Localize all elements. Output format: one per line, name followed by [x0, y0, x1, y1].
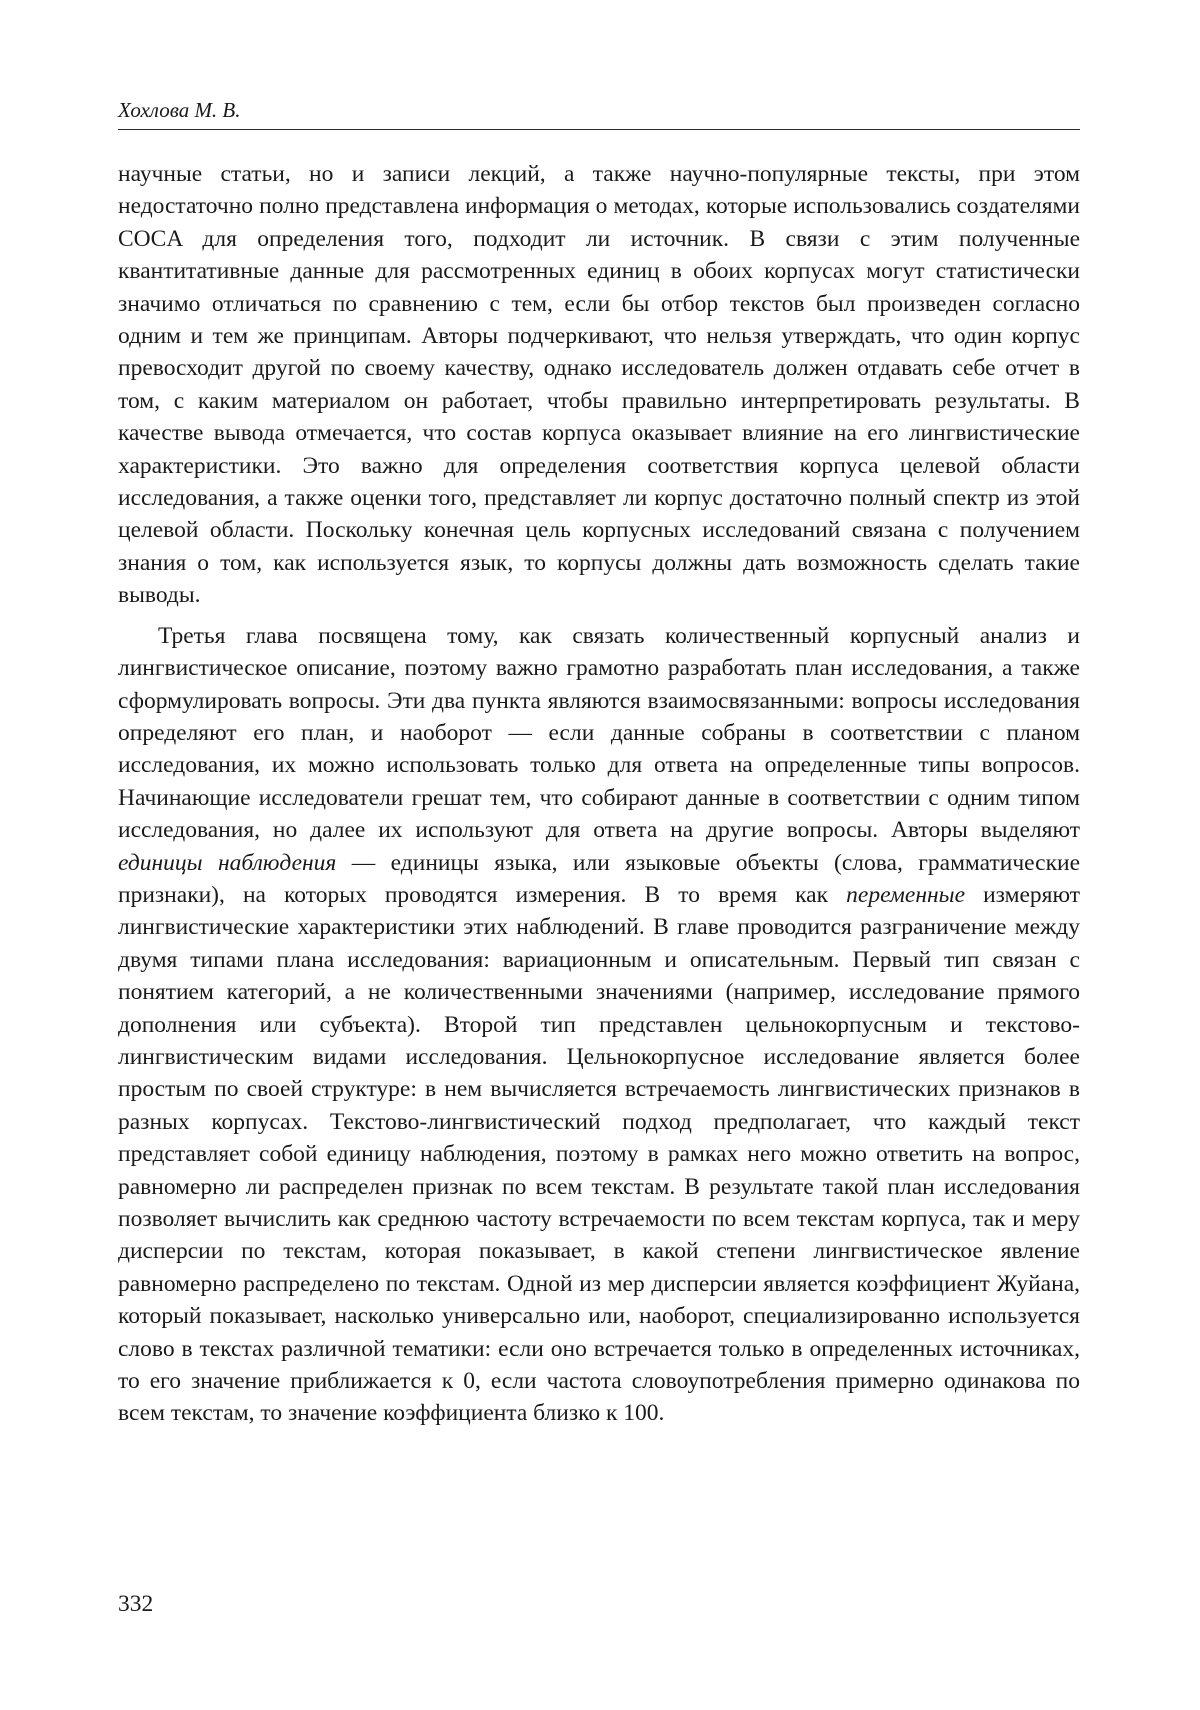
body-text: [118, 158, 1080, 1430]
paragraph-2-part-b: — единицы языка, или языковые объекты (слова, грамматические признаки), на которых проводятся измерения. В то время как: [118, 849, 1081, 908]
paragraph-2-part-a: Третья глава посвящена тому, как связать количественный корпусный анализ и лингвистическое описание, поэтому важно грамотно разработать план исследования, а также сформулировать вопросы. Эти два пункта являются взаимосвязанными: вопросы исследования определяют его план, и наоборот — если данные собраны в соответствии с планом исследования, их можно использовать только для ответа на определенные типы вопросов. Начинающие исследователи грешат тем, что собирают данные в соответствии с одним типом исследования, но далее их используют для ответа на другие вопросы. Авторы выделяют: [118, 622, 1080, 844]
paragraph-2-part-c: измеряют лингвистические характеристики этих наблюдений. В главе проводится разграничение между двумя типами плана исследования: вариационным и описательным. Первый тип связан с понятием категорий, а не количественными значениями (например, исследование прямого дополнения или субъекта). Второй тип представлен цельнокорпусным и текстово-лингвистическим видами исследования. Цельнокорпусное исследование является более простым по своей структуре: в нем вычисляется встречаемость лингвистических признаков в разных корпусах. Текстово-лингвистический подход предполагает, что каждый текст представляет собой единицу наблюдения, поэтому в рамках него можно ответить на вопрос, равномерно ли распределен признак по всем текстам. В результате такой план исследования позволяет вычислить как среднюю частоту встречаемости по всем текстам корпуса, так и меру дисперсии по текстам, которая показывает, в какой степени лингвистическое явление равномерно распределено по текстам. Одной из мер дисперсии является коэффициент Жуйана, который показывает, насколько универсально или, наоборот, специализированно используется слово в текстах различной тематики: если оно встречается только в определенных источниках, то его значение приближается к 0, если частота словоупотребления примерно одинакова по всем текстам, то значение коэффициента близко к 100.: [118, 881, 1081, 1427]
running-head: Хохлова М. В.: [118, 96, 1080, 130]
term-variables: переменные: [846, 881, 966, 908]
term-observation-units: единицы наблюдения: [118, 849, 337, 876]
page: [118, 96, 1080, 1656]
page-number: 332: [118, 1591, 154, 1617]
paragraph-1: научные статьи, но и записи лекций, а также научно-популярные тексты, при этом недостаточно полно представлена информация о методах, которые использовались создателями COCA для определения того, подходит ли источник. В связи с этим полученные квантитативные данные для рассмотренных единиц в обоих корпусах могут статистически значимо отличаться по сравнению с тем, если бы отбор текстов был произведен согласно одним и тем же принципам. Авторы подчеркивают, что нельзя утверждать, что один корпус превосходит другой по своему качеству, однако исследователь должен отдавать себе отчет в том, с каким материалом он работает, чтобы правильно интерпретировать результаты. В качестве вывода отмечается, что состав корпуса оказывает влияние на его лингвистические характеристики. Это важно для определения соответствия корпуса целевой области исследования, а также оценки того, представляет ли корпус достаточно полный спектр из этой целевой области. Поскольку конечная цель корпусных исследований связана с получением знания о том, как используется язык, то корпусы должны дать возможность сделать такие выводы.: [118, 161, 1080, 609]
paragraph-2: [118, 620, 1080, 1430]
